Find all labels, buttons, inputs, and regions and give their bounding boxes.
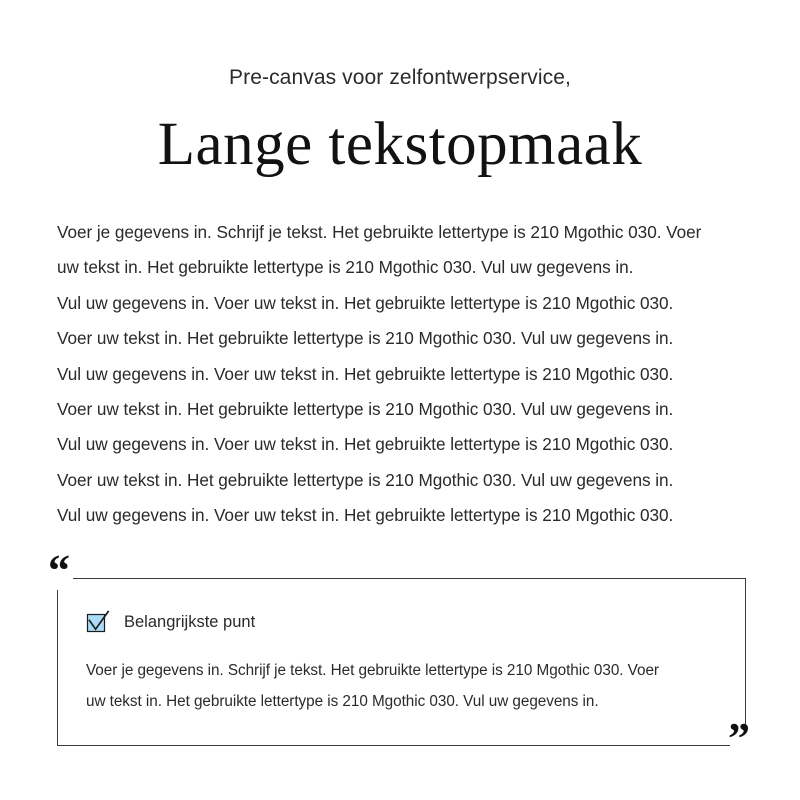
body-text-line: Voer uw tekst in. Het gebruikte lettertype is 210 Mgothic 030. Vul uw gegevens in.	[57, 398, 674, 419]
body-text-line: Voer uw tekst in. Het gebruikte lettertype is 210 Mgothic 030. Vul uw gegevens in.	[57, 328, 674, 349]
body-text-line: Voer uw tekst in. Het gebruikte lettertype is 210 Mgothic 030. Vul uw gegevens in.	[57, 469, 674, 490]
body-text-line: uw tekst in. Het gebruikte lettertype is 210 Mgothic 030. Vul uw gegevens in.	[57, 257, 634, 278]
callout-heading-label: Belangrijkste punt	[124, 613, 256, 631]
callout-frame-top-border	[73, 578, 746, 579]
body-text-line: Vul uw gegevens in. Voer uw tekst in. Het gebruikte lettertype is 210 Mgothic 030.	[57, 363, 674, 384]
callout-frame-right-border	[745, 578, 746, 733]
body-text-line: Vul uw gegevens in. Voer uw tekst in. Het gebruikte lettertype is 210 Mgothic 030.	[57, 292, 674, 313]
callout-heading-row	[86, 609, 726, 635]
page-title: Lange tekstopmaak	[157, 111, 643, 178]
body-text-line: Vul uw gegevens in. Voer uw tekst in. Het gebruikte lettertype is 210 Mgothic 030.	[57, 505, 674, 526]
callout-text-line: uw tekst in. Het gebruikte lettertype is 210 Mgothic 030. Vul uw gegevens in.	[86, 693, 599, 710]
body-text-line: Vul uw gegevens in. Voer uw tekst in. Het gebruikte lettertype is 210 Mgothic 030.	[57, 434, 674, 455]
opening-quote-icon: “	[48, 546, 70, 595]
callout-frame-left-border	[57, 590, 58, 746]
closing-quote-icon: ”	[728, 714, 750, 763]
callout-frame-bottom-border	[57, 745, 730, 746]
page-subtitle: Pre-canvas voor zelfontwerpservice,	[229, 66, 571, 89]
quote-callout-box	[44, 546, 774, 765]
body-text-line: Voer je gegevens in. Schrijf je tekst. Het gebruikte lettertype is 210 Mgothic 030. Voer	[57, 222, 702, 242]
body-text-block	[57, 215, 747, 534]
callout-text-line: Voer je gegevens in. Schrijf je tekst. Het gebruikte lettertype is 210 Mgothic 030. Voer	[86, 662, 659, 679]
checkbox-checked-icon[interactable]	[86, 610, 110, 634]
callout-content	[86, 609, 726, 717]
